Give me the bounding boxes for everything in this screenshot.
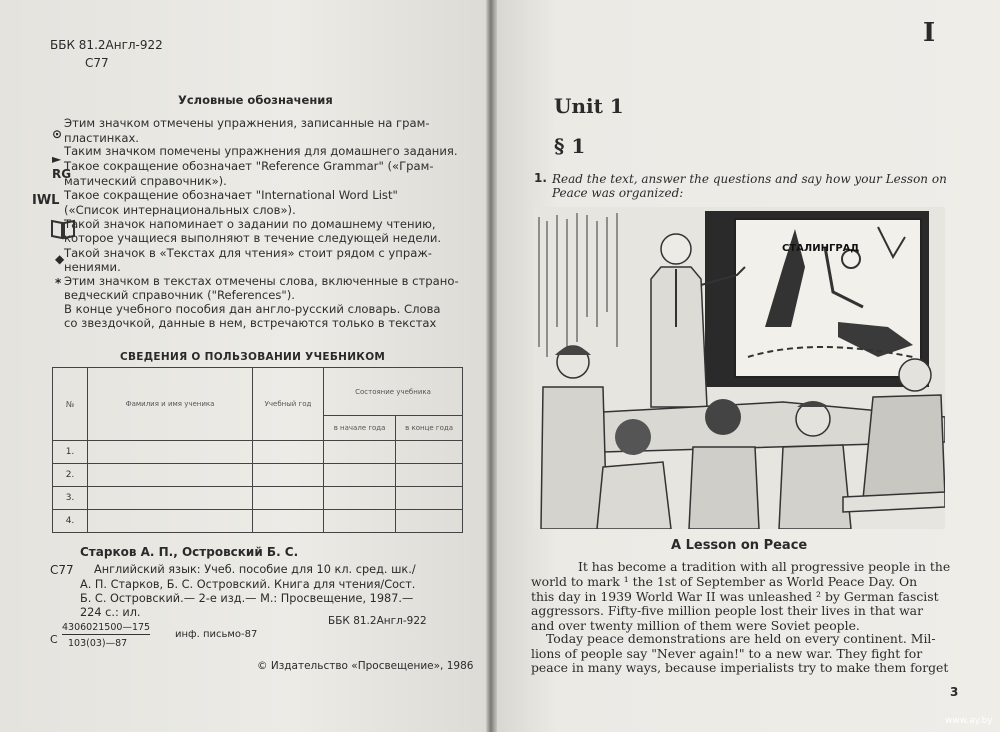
legend-title: Условные обозначения	[178, 93, 333, 107]
catalog-authors: Старков А. П., Островский Б. С.	[80, 545, 299, 559]
left-page	[0, 0, 490, 732]
usage-table	[52, 367, 463, 533]
legend-line: нениями.	[64, 260, 121, 274]
paragraph-mark: § 1	[554, 134, 586, 158]
map-label: СТАЛИНГРАД	[782, 243, 860, 254]
section-mark: I	[923, 18, 936, 48]
catalog-line: Английский язык: Учеб. пособие для 10 кл. сред. шк./	[94, 563, 416, 576]
legend-line: Этим значком отмечены упражнения, записанные на грам-	[64, 116, 430, 130]
legend-line: Такое сокращение обозначает "Reference Grammar" («Грам-	[64, 159, 434, 173]
col-num: №	[53, 368, 88, 441]
exercise-line: Read the text, answer the questions and say how your Lesson on	[552, 172, 947, 186]
table-row	[53, 441, 463, 464]
text-title: A Lesson on Peace	[671, 538, 808, 553]
diamond-icon: ◆	[55, 252, 65, 266]
body-line: this day in 1939 World War II was unleashed ² by German fascist	[531, 589, 939, 604]
legend-line: ведческий справочник ("References").	[64, 288, 295, 302]
legend-line: которое учащиеся выполняют в течение следующей недели.	[64, 231, 442, 245]
fraction-prefix: С	[50, 633, 58, 646]
legend-line: Такой значок напоминает о задании по домашнему чтению,	[64, 217, 436, 231]
bbk-repeat: ББК 81.2Англ-922	[328, 615, 427, 627]
col-year: Учебный год	[253, 368, 324, 441]
table-row	[53, 510, 463, 533]
table-row	[53, 464, 463, 487]
catalog-line: 224 с.: ил.	[80, 606, 141, 619]
watermark: www.ay.by	[945, 716, 993, 726]
record-icon: ⊙	[52, 127, 63, 141]
asterisk-icon: *	[55, 276, 62, 290]
exercise-line: Peace was organized:	[552, 186, 684, 200]
page-number: 3	[950, 685, 959, 699]
fraction-bottom: 103(03)—87	[68, 638, 128, 649]
catalog-line: А. П. Старков, Б. С. Островский. Книга для чтения/Сост.	[80, 578, 416, 591]
legend-line: со звездочкой, данные в нем, встречаются только в текстах	[64, 316, 437, 330]
row-number: 1.	[53, 441, 88, 464]
legend-line: В конце учебного пособия дан англо-русский словарь. Слова	[64, 302, 441, 316]
col-end: в конце года	[396, 416, 463, 441]
col-state: Состояние учебника	[324, 368, 463, 416]
legend-line: пластинках.	[64, 131, 139, 145]
body-line: It has become a tradition with all progressive people in the	[578, 559, 951, 574]
legend-line: («Список интернациональных слов»).	[64, 203, 296, 217]
homework-triangle-icon: ►	[52, 152, 62, 166]
legend-line: Этим значком в текстах отмечены слова, включенные в страно-	[64, 274, 459, 288]
usage-table-title: СВЕДЕНИЯ О ПОЛЬЗОВАНИИ УЧЕБНИКОМ	[120, 351, 386, 363]
exercise-number: 1.	[534, 171, 547, 185]
legend-line: Такое сокращение обозначает "International Word List"	[64, 188, 398, 202]
rg-abbreviation: RG	[52, 167, 72, 181]
legend-line: Таким значком помечены упражнения для домашнего задания.	[64, 144, 458, 158]
body-line: peace in many ways, because imperialists try to make them forget	[531, 660, 949, 675]
row-number: 2.	[53, 464, 88, 487]
table-row	[53, 487, 463, 510]
row-number: 3.	[53, 487, 88, 510]
classroom-illustration	[533, 207, 945, 529]
legend-line: матический справочник»).	[64, 174, 227, 188]
unit-title: Unit 1	[554, 94, 624, 118]
row-number: 4.	[53, 510, 88, 533]
body-line: Today peace demonstrations are held on every continent. Mil-	[546, 631, 936, 646]
udc-code: С77	[85, 56, 109, 70]
body-line: and over twenty million of them were Soviet people.	[531, 618, 860, 633]
copyright: © Издательство «Просвещение», 1986	[257, 660, 474, 672]
legend-line: Такой значок в «Текстах для чтения» стоит рядом с упраж-	[64, 246, 432, 260]
col-start: в начале года	[324, 416, 396, 441]
bbk-code: ББК 81.2Англ-922	[50, 38, 163, 52]
body-line: aggressors. Fifty-five million people lost their lives in that war	[531, 603, 923, 618]
catalog-line: Б. С. Островский.— 2-е изд.— М.: Просвещение, 1987.—	[80, 592, 414, 605]
col-name: Фамилия и имя ученика	[88, 368, 253, 441]
fraction-note: инф. письмо-87	[175, 629, 258, 640]
catalog-code: С77	[50, 563, 74, 577]
iwl-abbreviation: IWL	[32, 193, 60, 208]
body-line: world to mark ¹ the 1st of September as World Peace Day. On	[531, 574, 918, 589]
body-line: lions of people say "Never again!" to a new war. They fight for	[531, 646, 923, 661]
fraction-top: 4306021500—175	[62, 622, 151, 633]
